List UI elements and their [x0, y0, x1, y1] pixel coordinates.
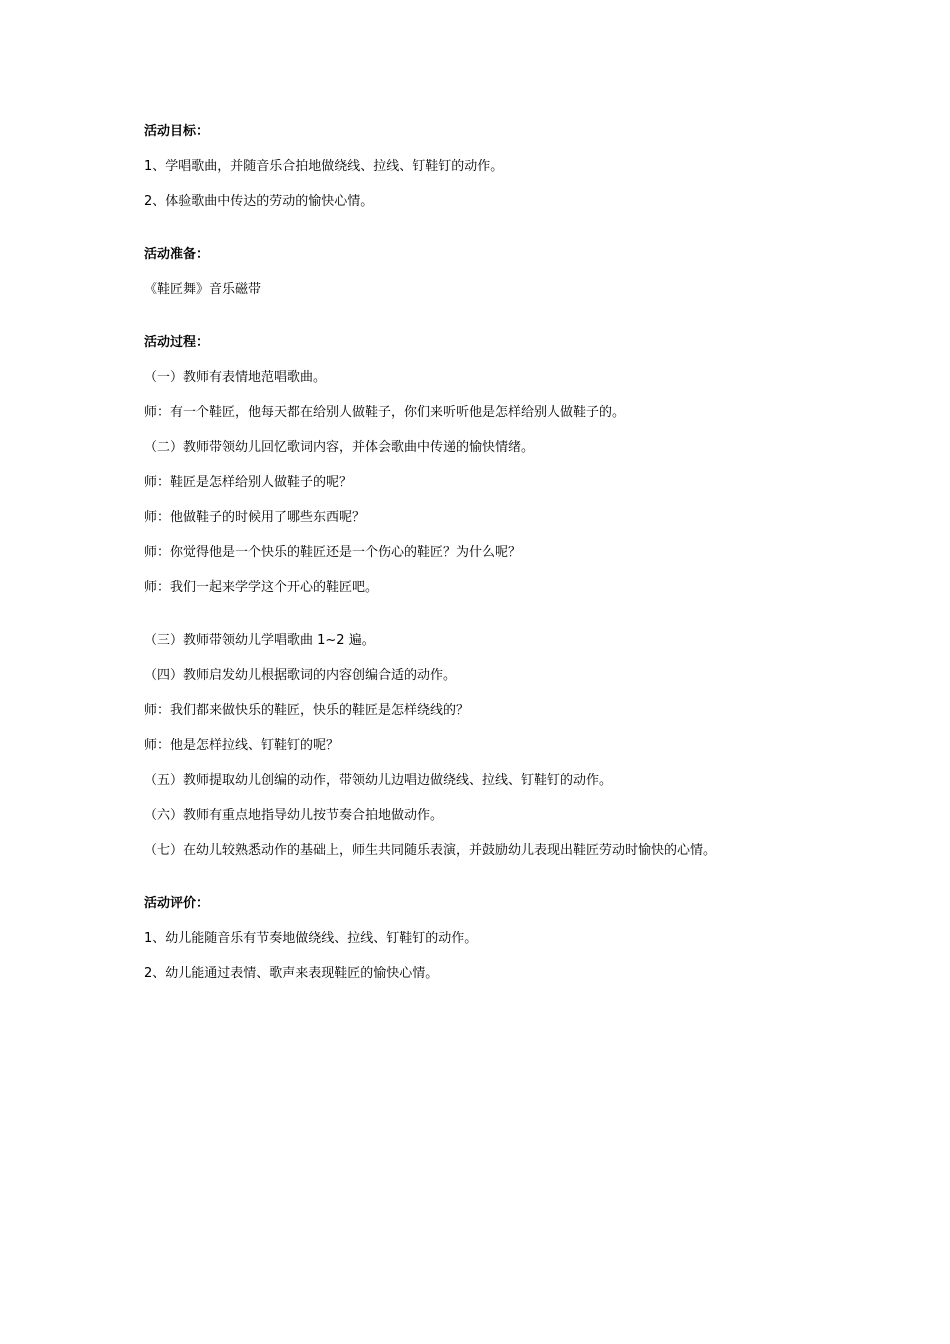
process-item: （一）教师有表情地范唱歌曲。 — [144, 370, 327, 385]
preparation-item: 《鞋匠舞》音乐磁带 — [144, 282, 262, 297]
process-item: 师：我们一起来学学这个开心的鞋匠吧。 — [144, 580, 379, 595]
process-item: （七）在幼儿较熟悉动作的基础上，师生共同随乐表演，并鼓励幼儿表现出鞋匠劳动时愉快的心情。 — [144, 843, 717, 858]
process-item: 师：他做鞋子的时候用了哪些东西呢？ — [144, 510, 366, 525]
process-item: （四）教师启发幼儿根据歌词的内容创编合适的动作。 — [144, 668, 457, 683]
evaluation-heading: 活动评价： — [144, 896, 210, 911]
process-item: 师：我们都来做快乐的鞋匠，快乐的鞋匠是怎样绕线的？ — [144, 703, 470, 718]
process-item: （六）教师有重点地指导幼儿按节奏合拍地做动作。 — [144, 808, 444, 823]
process-item: 师：鞋匠是怎样给别人做鞋子的呢？ — [144, 475, 353, 490]
goals-heading: 活动目标： — [144, 124, 210, 139]
evaluation-item: 1、幼儿能随音乐有节奏地做绕线、拉线、钉鞋钉的动作。 — [144, 931, 478, 946]
goal-item: 1、学唱歌曲，并随音乐合拍地做绕线、拉线、钉鞋钉的动作。 — [144, 159, 504, 174]
process-item: 师：他是怎样拉线、钉鞋钉的呢？ — [144, 738, 340, 753]
process-item: （三）教师带领幼儿学唱歌曲 1~2 遍。 — [144, 633, 375, 648]
goal-item: 2、体验歌曲中传达的劳动的愉快心情。 — [144, 194, 374, 209]
document-page — [144, 122, 824, 999]
process-item: 师：有一个鞋匠，他每天都在给别人做鞋子，你们来听听他是怎样给别人做鞋子的。 — [144, 405, 626, 420]
process-item: （二）教师带领幼儿回忆歌词内容，并体会歌曲中传递的愉快情绪。 — [144, 440, 535, 455]
process-item: （五）教师提取幼儿创编的动作，带领幼儿边唱边做绕线、拉线、钉鞋钉的动作。 — [144, 773, 613, 788]
process-heading: 活动过程： — [144, 335, 210, 350]
process-item: 师：你觉得他是一个快乐的鞋匠还是一个伤心的鞋匠？为什么呢？ — [144, 545, 522, 560]
preparation-heading: 活动准备： — [144, 247, 210, 262]
evaluation-item: 2、幼儿能通过表情、歌声来表现鞋匠的愉快心情。 — [144, 966, 439, 981]
